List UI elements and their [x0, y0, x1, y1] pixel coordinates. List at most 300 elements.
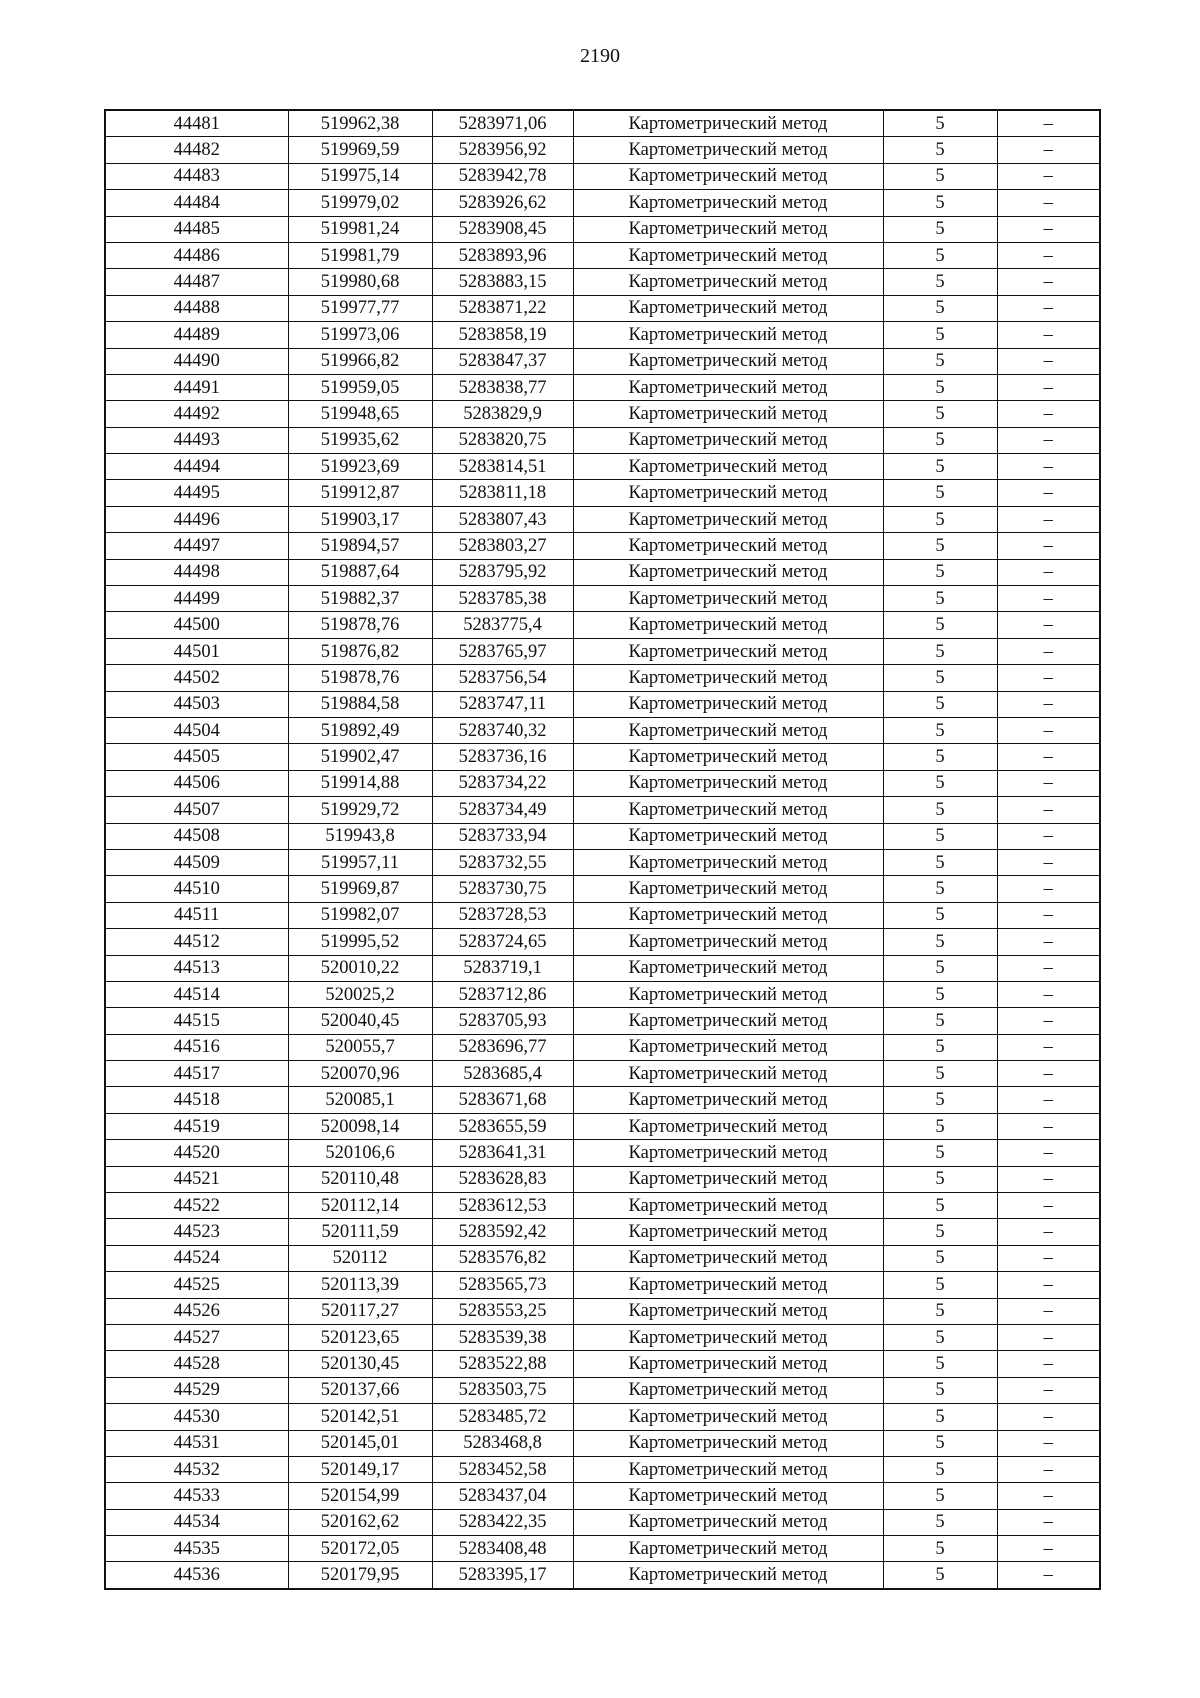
- point-number-cell: 44526: [105, 1298, 288, 1324]
- x-coordinate-cell: 520145,01: [288, 1430, 432, 1456]
- y-coordinate-cell: 5283747,11: [432, 691, 573, 717]
- accuracy-cell: 5: [883, 1483, 997, 1509]
- x-coordinate-cell: 520154,99: [288, 1483, 432, 1509]
- point-number-cell: 44518: [105, 1087, 288, 1113]
- accuracy-cell: 5: [883, 1245, 997, 1271]
- x-coordinate-cell: 519884,58: [288, 691, 432, 717]
- description-cell: –: [997, 1377, 1100, 1403]
- accuracy-cell: 5: [883, 1113, 997, 1139]
- accuracy-cell: 5: [883, 1061, 997, 1087]
- method-cell: Картометрический метод: [573, 1245, 883, 1271]
- description-cell: –: [997, 1430, 1100, 1456]
- point-number-cell: 44510: [105, 876, 288, 902]
- table-row: [105, 1219, 1100, 1245]
- method-cell: Картометрический метод: [573, 744, 883, 770]
- point-number-cell: 44511: [105, 902, 288, 928]
- method-cell: Картометрический метод: [573, 1140, 883, 1166]
- x-coordinate-cell: 520130,45: [288, 1351, 432, 1377]
- method-cell: Картометрический метод: [573, 190, 883, 216]
- accuracy-cell: 5: [883, 1140, 997, 1166]
- x-coordinate-cell: 519995,52: [288, 929, 432, 955]
- description-cell: –: [997, 1324, 1100, 1350]
- y-coordinate-cell: 5283829,9: [432, 401, 573, 427]
- method-cell: Картометрический метод: [573, 1008, 883, 1034]
- x-coordinate-cell: 519876,82: [288, 638, 432, 664]
- accuracy-cell: 5: [883, 876, 997, 902]
- accuracy-cell: 5: [883, 1008, 997, 1034]
- description-cell: –: [997, 348, 1100, 374]
- x-coordinate-cell: 519957,11: [288, 849, 432, 875]
- description-cell: –: [997, 717, 1100, 743]
- method-cell: Картометрический метод: [573, 1324, 883, 1350]
- point-number-cell: 44509: [105, 849, 288, 875]
- accuracy-cell: 5: [883, 1404, 997, 1430]
- y-coordinate-cell: 5283942,78: [432, 163, 573, 189]
- y-coordinate-cell: 5283775,4: [432, 612, 573, 638]
- table-row: [105, 190, 1100, 216]
- method-cell: Картометрический метод: [573, 981, 883, 1007]
- accuracy-cell: 5: [883, 1562, 997, 1589]
- table-row: [105, 1404, 1100, 1430]
- table-row: [105, 849, 1100, 875]
- description-cell: –: [997, 216, 1100, 242]
- method-cell: Картометрический метод: [573, 612, 883, 638]
- accuracy-cell: 5: [883, 665, 997, 691]
- accuracy-cell: 5: [883, 533, 997, 559]
- method-cell: Картометрический метод: [573, 665, 883, 691]
- point-number-cell: 44482: [105, 137, 288, 163]
- point-number-cell: 44531: [105, 1430, 288, 1456]
- y-coordinate-cell: 5283522,88: [432, 1351, 573, 1377]
- description-cell: –: [997, 1298, 1100, 1324]
- accuracy-cell: 5: [883, 1298, 997, 1324]
- method-cell: Картометрический метод: [573, 586, 883, 612]
- accuracy-cell: 5: [883, 295, 997, 321]
- x-coordinate-cell: 519981,24: [288, 216, 432, 242]
- accuracy-cell: 5: [883, 374, 997, 400]
- table-row: [105, 401, 1100, 427]
- y-coordinate-cell: 5283408,48: [432, 1536, 573, 1562]
- y-coordinate-cell: 5283628,83: [432, 1166, 573, 1192]
- accuracy-cell: 5: [883, 427, 997, 453]
- x-coordinate-cell: 520055,7: [288, 1034, 432, 1060]
- x-coordinate-cell: 519980,68: [288, 269, 432, 295]
- description-cell: –: [997, 427, 1100, 453]
- accuracy-cell: 5: [883, 190, 997, 216]
- description-cell: –: [997, 797, 1100, 823]
- table-row: [105, 1087, 1100, 1113]
- method-cell: Картометрический метод: [573, 427, 883, 453]
- description-cell: –: [997, 665, 1100, 691]
- table-row: [105, 480, 1100, 506]
- table-row: [105, 770, 1100, 796]
- accuracy-cell: 5: [883, 480, 997, 506]
- table-row: [105, 586, 1100, 612]
- method-cell: Картометрический метод: [573, 1113, 883, 1139]
- method-cell: Картометрический метод: [573, 1377, 883, 1403]
- y-coordinate-cell: 5283592,42: [432, 1219, 573, 1245]
- table-row: [105, 929, 1100, 955]
- accuracy-cell: 5: [883, 1377, 997, 1403]
- description-cell: –: [997, 190, 1100, 216]
- table-row: [105, 110, 1100, 137]
- point-number-cell: 44496: [105, 506, 288, 532]
- point-number-cell: 44514: [105, 981, 288, 1007]
- point-number-cell: 44486: [105, 242, 288, 268]
- y-coordinate-cell: 5283908,45: [432, 216, 573, 242]
- accuracy-cell: 5: [883, 242, 997, 268]
- point-number-cell: 44500: [105, 612, 288, 638]
- x-coordinate-cell: 520025,2: [288, 981, 432, 1007]
- table-row: [105, 348, 1100, 374]
- y-coordinate-cell: 5283671,68: [432, 1087, 573, 1113]
- accuracy-cell: 5: [883, 1087, 997, 1113]
- point-number-cell: 44536: [105, 1562, 288, 1589]
- y-coordinate-cell: 5283871,22: [432, 295, 573, 321]
- point-number-cell: 44488: [105, 295, 288, 321]
- description-cell: –: [997, 638, 1100, 664]
- description-cell: –: [997, 533, 1100, 559]
- table-row: [105, 717, 1100, 743]
- description-cell: –: [997, 322, 1100, 348]
- point-number-cell: 44506: [105, 770, 288, 796]
- table-row: [105, 242, 1100, 268]
- y-coordinate-cell: 5283734,49: [432, 797, 573, 823]
- x-coordinate-cell: 519878,76: [288, 612, 432, 638]
- x-coordinate-cell: 520112: [288, 1245, 432, 1271]
- x-coordinate-cell: 520113,39: [288, 1272, 432, 1298]
- point-number-cell: 44529: [105, 1377, 288, 1403]
- point-number-cell: 44493: [105, 427, 288, 453]
- table-row: [105, 691, 1100, 717]
- point-number-cell: 44525: [105, 1272, 288, 1298]
- x-coordinate-cell: 520123,65: [288, 1324, 432, 1350]
- point-number-cell: 44505: [105, 744, 288, 770]
- accuracy-cell: 5: [883, 586, 997, 612]
- point-number-cell: 44483: [105, 163, 288, 189]
- point-number-cell: 44494: [105, 454, 288, 480]
- description-cell: –: [997, 1193, 1100, 1219]
- description-cell: –: [997, 269, 1100, 295]
- description-cell: –: [997, 1166, 1100, 1192]
- point-number-cell: 44499: [105, 586, 288, 612]
- point-number-cell: 44512: [105, 929, 288, 955]
- point-number-cell: 44519: [105, 1113, 288, 1139]
- y-coordinate-cell: 5283395,17: [432, 1562, 573, 1589]
- y-coordinate-cell: 5283655,59: [432, 1113, 573, 1139]
- accuracy-cell: 5: [883, 454, 997, 480]
- accuracy-cell: 5: [883, 1324, 997, 1350]
- x-coordinate-cell: 519948,65: [288, 401, 432, 427]
- method-cell: Картометрический метод: [573, 876, 883, 902]
- table-row: [105, 876, 1100, 902]
- description-cell: –: [997, 1140, 1100, 1166]
- table-row: [105, 137, 1100, 163]
- method-cell: Картометрический метод: [573, 1298, 883, 1324]
- description-cell: –: [997, 401, 1100, 427]
- table-row: [105, 797, 1100, 823]
- method-cell: Картометрический метод: [573, 1061, 883, 1087]
- x-coordinate-cell: 520149,17: [288, 1456, 432, 1482]
- method-cell: Картометрический метод: [573, 322, 883, 348]
- y-coordinate-cell: 5283452,58: [432, 1456, 573, 1482]
- description-cell: –: [997, 506, 1100, 532]
- accuracy-cell: 5: [883, 348, 997, 374]
- point-number-cell: 44533: [105, 1483, 288, 1509]
- point-number-cell: 44498: [105, 559, 288, 585]
- x-coordinate-cell: 519935,62: [288, 427, 432, 453]
- x-coordinate-cell: 519969,59: [288, 137, 432, 163]
- method-cell: Картометрический метод: [573, 110, 883, 137]
- y-coordinate-cell: 5283696,77: [432, 1034, 573, 1060]
- x-coordinate-cell: 520106,6: [288, 1140, 432, 1166]
- y-coordinate-cell: 5283724,65: [432, 929, 573, 955]
- accuracy-cell: 5: [883, 1456, 997, 1482]
- accuracy-cell: 5: [883, 849, 997, 875]
- table-row: [105, 1272, 1100, 1298]
- method-cell: Картометрический метод: [573, 770, 883, 796]
- table-row: [105, 665, 1100, 691]
- coordinates-table-body: [105, 110, 1100, 1589]
- description-cell: –: [997, 1272, 1100, 1298]
- table-row: [105, 823, 1100, 849]
- method-cell: Картометрический метод: [573, 1483, 883, 1509]
- y-coordinate-cell: 5283811,18: [432, 480, 573, 506]
- table-row: [105, 1430, 1100, 1456]
- accuracy-cell: 5: [883, 1193, 997, 1219]
- accuracy-cell: 5: [883, 770, 997, 796]
- table-row: [105, 612, 1100, 638]
- method-cell: Картометрический метод: [573, 348, 883, 374]
- y-coordinate-cell: 5283730,75: [432, 876, 573, 902]
- table-row: [105, 1245, 1100, 1271]
- method-cell: Картометрический метод: [573, 1351, 883, 1377]
- x-coordinate-cell: 519977,77: [288, 295, 432, 321]
- x-coordinate-cell: 519894,57: [288, 533, 432, 559]
- y-coordinate-cell: 5283641,31: [432, 1140, 573, 1166]
- point-number-cell: 44532: [105, 1456, 288, 1482]
- point-number-cell: 44534: [105, 1509, 288, 1535]
- x-coordinate-cell: 520137,66: [288, 1377, 432, 1403]
- description-cell: –: [997, 242, 1100, 268]
- x-coordinate-cell: 520117,27: [288, 1298, 432, 1324]
- point-number-cell: 44522: [105, 1193, 288, 1219]
- y-coordinate-cell: 5283422,35: [432, 1509, 573, 1535]
- method-cell: Картометрический метод: [573, 1193, 883, 1219]
- point-number-cell: 44524: [105, 1245, 288, 1271]
- method-cell: Картометрический метод: [573, 1430, 883, 1456]
- accuracy-cell: 5: [883, 216, 997, 242]
- description-cell: –: [997, 823, 1100, 849]
- method-cell: Картометрический метод: [573, 1272, 883, 1298]
- table-row: [105, 1456, 1100, 1482]
- y-coordinate-cell: 5283807,43: [432, 506, 573, 532]
- y-coordinate-cell: 5283814,51: [432, 454, 573, 480]
- description-cell: –: [997, 110, 1100, 137]
- accuracy-cell: 5: [883, 401, 997, 427]
- point-number-cell: 44508: [105, 823, 288, 849]
- method-cell: Картометрический метод: [573, 374, 883, 400]
- description-cell: –: [997, 137, 1100, 163]
- method-cell: Картометрический метод: [573, 1087, 883, 1113]
- description-cell: –: [997, 480, 1100, 506]
- y-coordinate-cell: 5283719,1: [432, 955, 573, 981]
- accuracy-cell: 5: [883, 163, 997, 189]
- method-cell: Картометрический метод: [573, 1219, 883, 1245]
- y-coordinate-cell: 5283740,32: [432, 717, 573, 743]
- description-cell: –: [997, 295, 1100, 321]
- table-row: [105, 454, 1100, 480]
- table-row: [105, 1008, 1100, 1034]
- table-row: [105, 1536, 1100, 1562]
- point-number-cell: 44501: [105, 638, 288, 664]
- method-cell: Картометрический метод: [573, 717, 883, 743]
- method-cell: Картометрический метод: [573, 1536, 883, 1562]
- y-coordinate-cell: 5283756,54: [432, 665, 573, 691]
- accuracy-cell: 5: [883, 612, 997, 638]
- y-coordinate-cell: 5283893,96: [432, 242, 573, 268]
- accuracy-cell: 5: [883, 1430, 997, 1456]
- description-cell: –: [997, 454, 1100, 480]
- x-coordinate-cell: 520040,45: [288, 1008, 432, 1034]
- y-coordinate-cell: 5283926,62: [432, 190, 573, 216]
- description-cell: –: [997, 559, 1100, 585]
- y-coordinate-cell: 5283732,55: [432, 849, 573, 875]
- method-cell: Картометрический метод: [573, 1166, 883, 1192]
- method-cell: Картометрический метод: [573, 506, 883, 532]
- description-cell: –: [997, 902, 1100, 928]
- point-number-cell: 44502: [105, 665, 288, 691]
- x-coordinate-cell: 520172,05: [288, 1536, 432, 1562]
- table-row: [105, 559, 1100, 585]
- table-row: [105, 955, 1100, 981]
- method-cell: Картометрический метод: [573, 137, 883, 163]
- x-coordinate-cell: 519902,47: [288, 744, 432, 770]
- table-row: [105, 322, 1100, 348]
- method-cell: Картометрический метод: [573, 1404, 883, 1430]
- description-cell: –: [997, 1219, 1100, 1245]
- accuracy-cell: 5: [883, 981, 997, 1007]
- point-number-cell: 44481: [105, 110, 288, 137]
- table-row: [105, 1351, 1100, 1377]
- accuracy-cell: 5: [883, 1034, 997, 1060]
- y-coordinate-cell: 5283539,38: [432, 1324, 573, 1350]
- y-coordinate-cell: 5283765,97: [432, 638, 573, 664]
- x-coordinate-cell: 519973,06: [288, 322, 432, 348]
- y-coordinate-cell: 5283565,73: [432, 1272, 573, 1298]
- accuracy-cell: 5: [883, 137, 997, 163]
- method-cell: Картометрический метод: [573, 454, 883, 480]
- method-cell: Картометрический метод: [573, 533, 883, 559]
- x-coordinate-cell: 519962,38: [288, 110, 432, 137]
- method-cell: Картометрический метод: [573, 823, 883, 849]
- table-row: [105, 216, 1100, 242]
- y-coordinate-cell: 5283576,82: [432, 1245, 573, 1271]
- point-number-cell: 44497: [105, 533, 288, 559]
- point-number-cell: 44489: [105, 322, 288, 348]
- accuracy-cell: 5: [883, 744, 997, 770]
- y-coordinate-cell: 5283485,72: [432, 1404, 573, 1430]
- description-cell: –: [997, 744, 1100, 770]
- point-number-cell: 44492: [105, 401, 288, 427]
- point-number-cell: 44490: [105, 348, 288, 374]
- point-number-cell: 44530: [105, 1404, 288, 1430]
- accuracy-cell: 5: [883, 322, 997, 348]
- description-cell: –: [997, 1351, 1100, 1377]
- table-row: [105, 1377, 1100, 1403]
- table-row: [105, 1061, 1100, 1087]
- point-number-cell: 44503: [105, 691, 288, 717]
- method-cell: Картометрический метод: [573, 797, 883, 823]
- point-number-cell: 44523: [105, 1219, 288, 1245]
- description-cell: –: [997, 876, 1100, 902]
- table-row: [105, 1509, 1100, 1535]
- accuracy-cell: 5: [883, 559, 997, 585]
- method-cell: Картометрический метод: [573, 559, 883, 585]
- y-coordinate-cell: 5283956,92: [432, 137, 573, 163]
- x-coordinate-cell: 520085,1: [288, 1087, 432, 1113]
- accuracy-cell: 5: [883, 1536, 997, 1562]
- description-cell: –: [997, 586, 1100, 612]
- y-coordinate-cell: 5283468,8: [432, 1430, 573, 1456]
- x-coordinate-cell: 520112,14: [288, 1193, 432, 1219]
- accuracy-cell: 5: [883, 823, 997, 849]
- description-cell: –: [997, 1034, 1100, 1060]
- accuracy-cell: 5: [883, 1166, 997, 1192]
- point-number-cell: 44491: [105, 374, 288, 400]
- table-row: [105, 981, 1100, 1007]
- accuracy-cell: 5: [883, 1272, 997, 1298]
- y-coordinate-cell: 5283820,75: [432, 427, 573, 453]
- x-coordinate-cell: 520070,96: [288, 1061, 432, 1087]
- y-coordinate-cell: 5283971,06: [432, 110, 573, 137]
- x-coordinate-cell: 519882,37: [288, 586, 432, 612]
- x-coordinate-cell: 519887,64: [288, 559, 432, 585]
- table-row: [105, 1140, 1100, 1166]
- x-coordinate-cell: 520010,22: [288, 955, 432, 981]
- table-row: [105, 1193, 1100, 1219]
- x-coordinate-cell: 519943,8: [288, 823, 432, 849]
- x-coordinate-cell: 519878,76: [288, 665, 432, 691]
- table-row: [105, 902, 1100, 928]
- description-cell: –: [997, 163, 1100, 189]
- x-coordinate-cell: 519966,82: [288, 348, 432, 374]
- accuracy-cell: 5: [883, 797, 997, 823]
- table-row: [105, 506, 1100, 532]
- table-row: [105, 295, 1100, 321]
- point-number-cell: 44515: [105, 1008, 288, 1034]
- x-coordinate-cell: 519903,17: [288, 506, 432, 532]
- method-cell: Картометрический метод: [573, 401, 883, 427]
- y-coordinate-cell: 5283795,92: [432, 559, 573, 585]
- description-cell: –: [997, 612, 1100, 638]
- x-coordinate-cell: 520098,14: [288, 1113, 432, 1139]
- method-cell: Картометрический метод: [573, 1034, 883, 1060]
- table-row: [105, 1324, 1100, 1350]
- description-cell: –: [997, 929, 1100, 955]
- x-coordinate-cell: 520179,95: [288, 1562, 432, 1589]
- table-row: [105, 427, 1100, 453]
- y-coordinate-cell: 5283785,38: [432, 586, 573, 612]
- method-cell: Картометрический метод: [573, 480, 883, 506]
- y-coordinate-cell: 5283734,22: [432, 770, 573, 796]
- table-row: [105, 1166, 1100, 1192]
- accuracy-cell: 5: [883, 955, 997, 981]
- description-cell: –: [997, 1483, 1100, 1509]
- method-cell: Картометрический метод: [573, 295, 883, 321]
- x-coordinate-cell: 519914,88: [288, 770, 432, 796]
- method-cell: Картометрический метод: [573, 849, 883, 875]
